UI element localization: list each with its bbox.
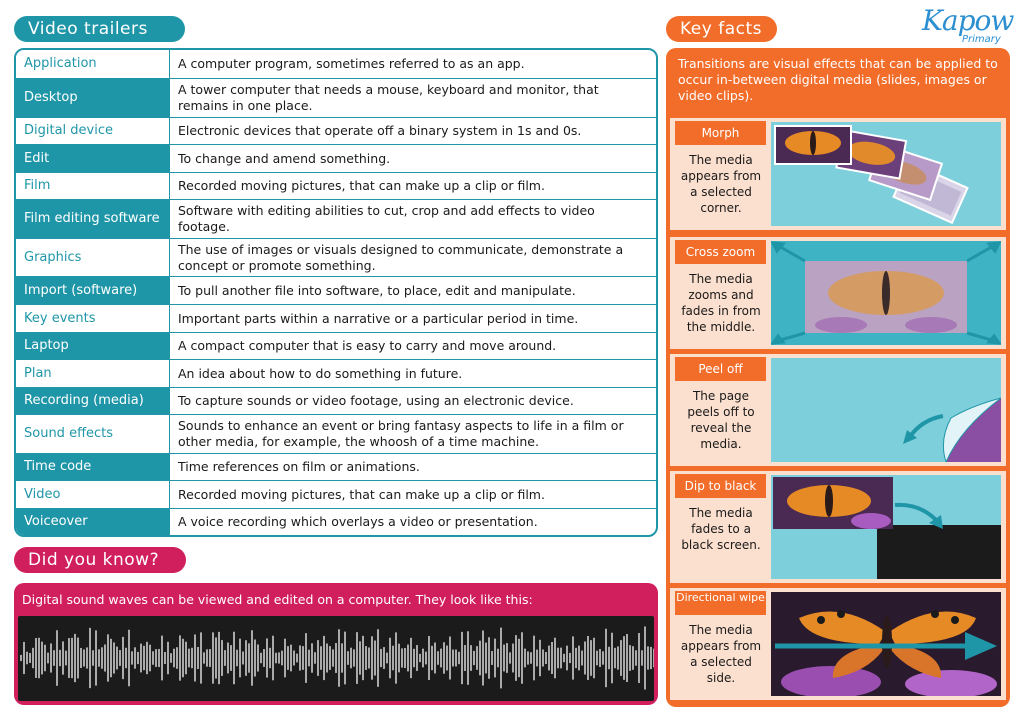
morph-illustration <box>771 122 1001 226</box>
glossary-term: Voiceover <box>16 509 170 535</box>
glossary-definition: A computer program, sometimes referred to as an app. <box>178 56 525 71</box>
glossary-term: Digital device <box>16 118 170 144</box>
glossary-definition: To capture sounds or video footage, using an electronic device. <box>178 393 574 408</box>
glossary-definition: Electronic devices that operate off a binary system in 1s and 0s. <box>178 123 582 138</box>
logo-name: Kapow <box>922 4 1014 37</box>
glossary-term: Film editing software <box>16 200 170 238</box>
glossary-row <box>16 173 656 200</box>
glossary-term: Laptop <box>16 333 170 359</box>
glossary-row <box>16 277 656 305</box>
glossary-term: Application <box>16 50 170 78</box>
glossary-row <box>16 333 656 360</box>
glossary-term: Time code <box>16 454 170 480</box>
glossary-definition: Sounds to enhance an event or bring fantasy aspects to life in a film or other media, for example, the whoosh of a time machine. <box>178 418 624 449</box>
glossary-definition: Recorded moving pictures, that can make up a clip or film. <box>178 486 545 502</box>
transition-name: Directional wipe <box>675 591 766 615</box>
sound-wave-image <box>18 616 654 701</box>
glossary-row <box>16 50 656 79</box>
transition-description: The media fades to a black screen. <box>681 506 761 552</box>
glossary-row <box>16 415 656 454</box>
glossary-term: Film <box>16 173 170 199</box>
glossary-row <box>16 481 656 509</box>
key-facts-heading: Key facts <box>666 16 777 42</box>
glossary-definition: Important parts within a narrative or a particular period in time. <box>178 310 579 326</box>
glossary-term: Desktop <box>16 79 170 117</box>
key-facts-intro: Transitions are visual effects that can be applied to occur in-between digital media (slides, images or video clips). <box>678 56 998 103</box>
transition-name: Dip to black <box>675 474 766 498</box>
glossary-definition: The use of images or visuals designed to communicate, demonstrate a concept or promote something. <box>178 241 624 273</box>
transition-name: Peel off <box>675 357 766 381</box>
glossary-definition: A voice recording which overlays a video or presentation. <box>178 514 538 529</box>
transition-card-dip-to-black <box>670 471 1006 583</box>
glossary-definition: A tower computer that needs a mouse, keyboard and monitor, that remains in one place. <box>178 82 599 113</box>
glossary-term: Plan <box>16 360 170 387</box>
logo-sub: Primary <box>962 34 1001 45</box>
glossary-row <box>16 200 656 239</box>
glossary-definition: An idea about how to do something in future. <box>178 365 463 381</box>
glossary-definition: Software with editing abilities to cut, crop and add effects to video footage. <box>178 203 595 234</box>
transition-card-morph <box>670 118 1006 230</box>
glossary-row <box>16 145 656 173</box>
transition-card-cross-zoom <box>670 237 1006 349</box>
glossary-row <box>16 388 656 415</box>
peel-off-illustration <box>771 358 1001 462</box>
glossary-term: Sound effects <box>16 415 170 453</box>
did-you-know-text: Digital sound waves can be viewed and edited on a computer. They look like this: <box>22 592 533 607</box>
glossary-row <box>16 360 656 388</box>
transition-card-peel-off <box>670 354 1006 466</box>
dip-to-black-illustration <box>771 475 1001 579</box>
glossary-term: Graphics <box>16 239 170 276</box>
glossary-definition: A compact computer that is easy to carry and move around. <box>178 338 557 353</box>
glossary-term: Key events <box>16 305 170 332</box>
key-facts-panel <box>666 48 1010 707</box>
glossary-definition: Time references on film or animations. <box>178 459 420 474</box>
transition-description: The media zooms and fades in from the middle. <box>681 272 761 334</box>
transition-description: The media appears from a selected corner. <box>680 153 762 215</box>
transition-card-directional-wipe <box>670 588 1006 700</box>
glossary-definition: To change and amend something. <box>178 150 391 166</box>
glossary-term: Video <box>16 481 170 508</box>
glossary-row <box>16 454 656 481</box>
glossary-row <box>16 305 656 333</box>
transition-description: The media appears from a selected side. <box>680 623 762 685</box>
glossary-table <box>14 48 658 537</box>
cross-zoom-illustration <box>771 241 1001 345</box>
transition-name: Morph <box>675 121 766 145</box>
transition-name: Cross zoom <box>675 240 766 264</box>
glossary-term: Edit <box>16 145 170 172</box>
did-you-know-heading: Did you know? <box>14 547 186 573</box>
glossary-term: Recording (media) <box>16 388 170 414</box>
glossary-definition: To pull another file into software, to place, edit and manipulate. <box>178 282 576 298</box>
directional-wipe-illustration <box>771 592 1001 696</box>
glossary-row <box>16 239 656 277</box>
transition-description: The page peels off to reveal the media. <box>687 389 755 451</box>
glossary-definition: Recorded moving pictures, that can make up a clip or film. <box>178 178 545 193</box>
glossary-term: Import (software) <box>16 277 170 304</box>
kapow-logo <box>922 4 1014 48</box>
glossary-row <box>16 509 656 535</box>
video-trailers-heading: Video trailers <box>14 16 185 42</box>
sound-wave-graphic <box>18 616 654 701</box>
did-you-know-panel <box>14 583 658 705</box>
glossary-row <box>16 118 656 145</box>
glossary-row <box>16 79 656 118</box>
